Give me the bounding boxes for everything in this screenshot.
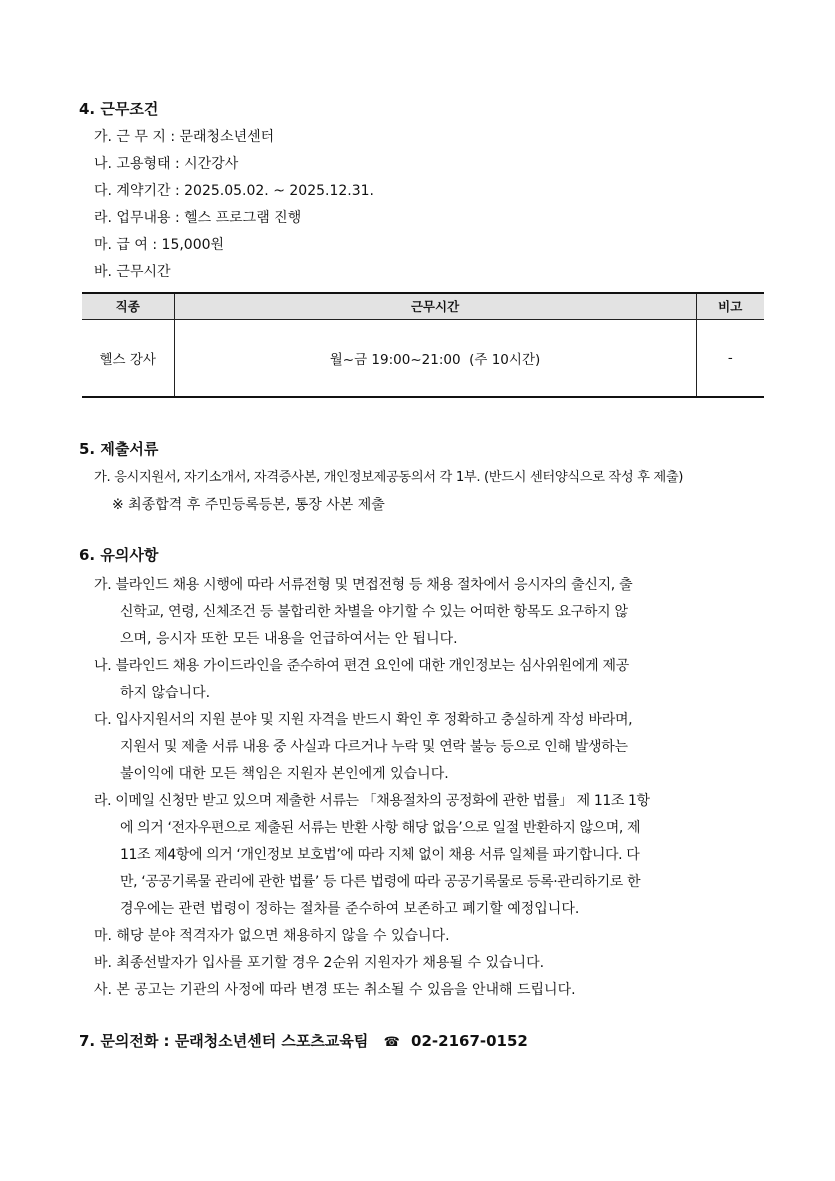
- header-remarks: 비고: [696, 293, 764, 319]
- final-documents-note: ※ 최종합격 후 주민등록등본, 통장 사본 제출: [112, 497, 385, 513]
- notice-da-line-1: 다. 입사지원서의 지원 분야 및 지원 자격을 반드시 확인 후 정확하고 충실하게 작성 바라며,: [94, 712, 633, 728]
- contact-phone: 02-2167-0152: [411, 1032, 528, 1050]
- employment-type: 나. 고용형태 : 시간강사: [94, 156, 239, 172]
- notice-ga-line-1: 가. 블라인드 채용 시행에 따라 서류전형 및 면접전형 등 채용 절차에서 응시자의 출신지, 출: [94, 577, 633, 593]
- salary: 마. 급 여 : 15,000원: [94, 237, 225, 253]
- table-header-row: [82, 293, 764, 319]
- section-6-heading: 6. 유의사항: [79, 546, 159, 564]
- job-description: 라. 업무내용 : 헬스 프로그램 진행: [94, 210, 302, 226]
- notice-na-line-1: 나. 블라인드 채용 가이드라인을 준수하여 편견 요인에 대한 개인정보는 심사위원에게 제공: [94, 658, 629, 674]
- section-5-heading: 5. 제출서류: [79, 440, 159, 458]
- notice-da-line-3: 불이익에 대한 모든 책임은 지원자 본인에게 있습니다.: [120, 766, 449, 782]
- work-hours-table: [82, 292, 764, 398]
- work-hours-label: 바. 근무시간: [94, 264, 171, 280]
- notice-ra-line-1: 라. 이메일 신청만 받고 있으며 제출한 서류는 「채용절차의 공정화에 관한 법률」 제 11조 1항: [94, 793, 650, 809]
- notice-sa: 사. 본 공고는 기관의 사정에 따라 변경 또는 취소될 수 있음을 안내해 드립니다.: [94, 982, 576, 998]
- work-location: 가. 근 무 지 : 문래청소년센터: [94, 129, 275, 145]
- phone-icon: ☎: [383, 1035, 400, 1050]
- header-work-hours: 근무시간: [174, 293, 696, 319]
- cell-work-hours: 월~금 19:00~21:00 (주 10시간): [174, 319, 696, 397]
- notice-ba: 바. 최종선발자가 입사를 포기할 경우 2순위 지원자가 채용될 수 있습니다.: [94, 955, 545, 971]
- contract-period: 다. 계약기간 : 2025.05.02. ~ 2025.12.31.: [94, 183, 374, 199]
- notice-na-line-2: 하지 않습니다.: [120, 685, 211, 701]
- notice-ga-line-3: 으며, 응시자 또한 모든 내용을 언급하여서는 안 됩니다.: [120, 631, 458, 647]
- notice-da-line-2: 지원서 및 제출 서류 내용 중 사실과 다르거나 누락 및 연락 불능 등으로 인해 발생하는: [120, 739, 628, 755]
- notice-ga-line-2: 신학교, 연령, 신체조건 등 불합리한 차별을 야기할 수 있는 어떠한 항목도 요구하지 않: [120, 604, 628, 620]
- cell-job-type: 헬스 강사: [82, 319, 174, 397]
- header-job-type: 직종: [82, 293, 174, 319]
- notice-ra-line-5: 경우에는 관련 법령이 정하는 절차를 준수하여 보존하고 폐기할 예정입니다.: [120, 901, 580, 917]
- contact-line: [79, 1030, 528, 1051]
- notice-ra-line-4: 만, ‘공공기록물 관리에 관한 법률’ 등 다른 법령에 따라 공공기록물로 등록·관리하기로 한: [120, 874, 641, 890]
- section-4-heading: 4. 근무조건: [79, 100, 159, 118]
- notice-ra-line-2: 에 의거 ‘전자우편으로 제출된 서류는 반환 사항 해당 없음’으로 일절 반환하지 않으며, 제: [120, 820, 641, 836]
- contact-label: 7. 문의전화 : 문래청소년센터 스포츠교육팀: [79, 1032, 369, 1050]
- table-row: [82, 319, 764, 397]
- notice-ma: 마. 해당 분야 적격자가 없으면 채용하지 않을 수 있습니다.: [94, 928, 450, 944]
- notice-ra-line-3: 11조 제4항에 의거 ‘개인정보 보호법’에 따라 지체 없이 채용 서류 일체를 파기합니다. 다: [120, 847, 640, 863]
- cell-remarks: -: [696, 319, 764, 397]
- required-documents: 가. 응시지원서, 자기소개서, 자격증사본, 개인정보제공동의서 각 1부. (반드시 센터양식으로 작성 후 제출): [94, 470, 684, 485]
